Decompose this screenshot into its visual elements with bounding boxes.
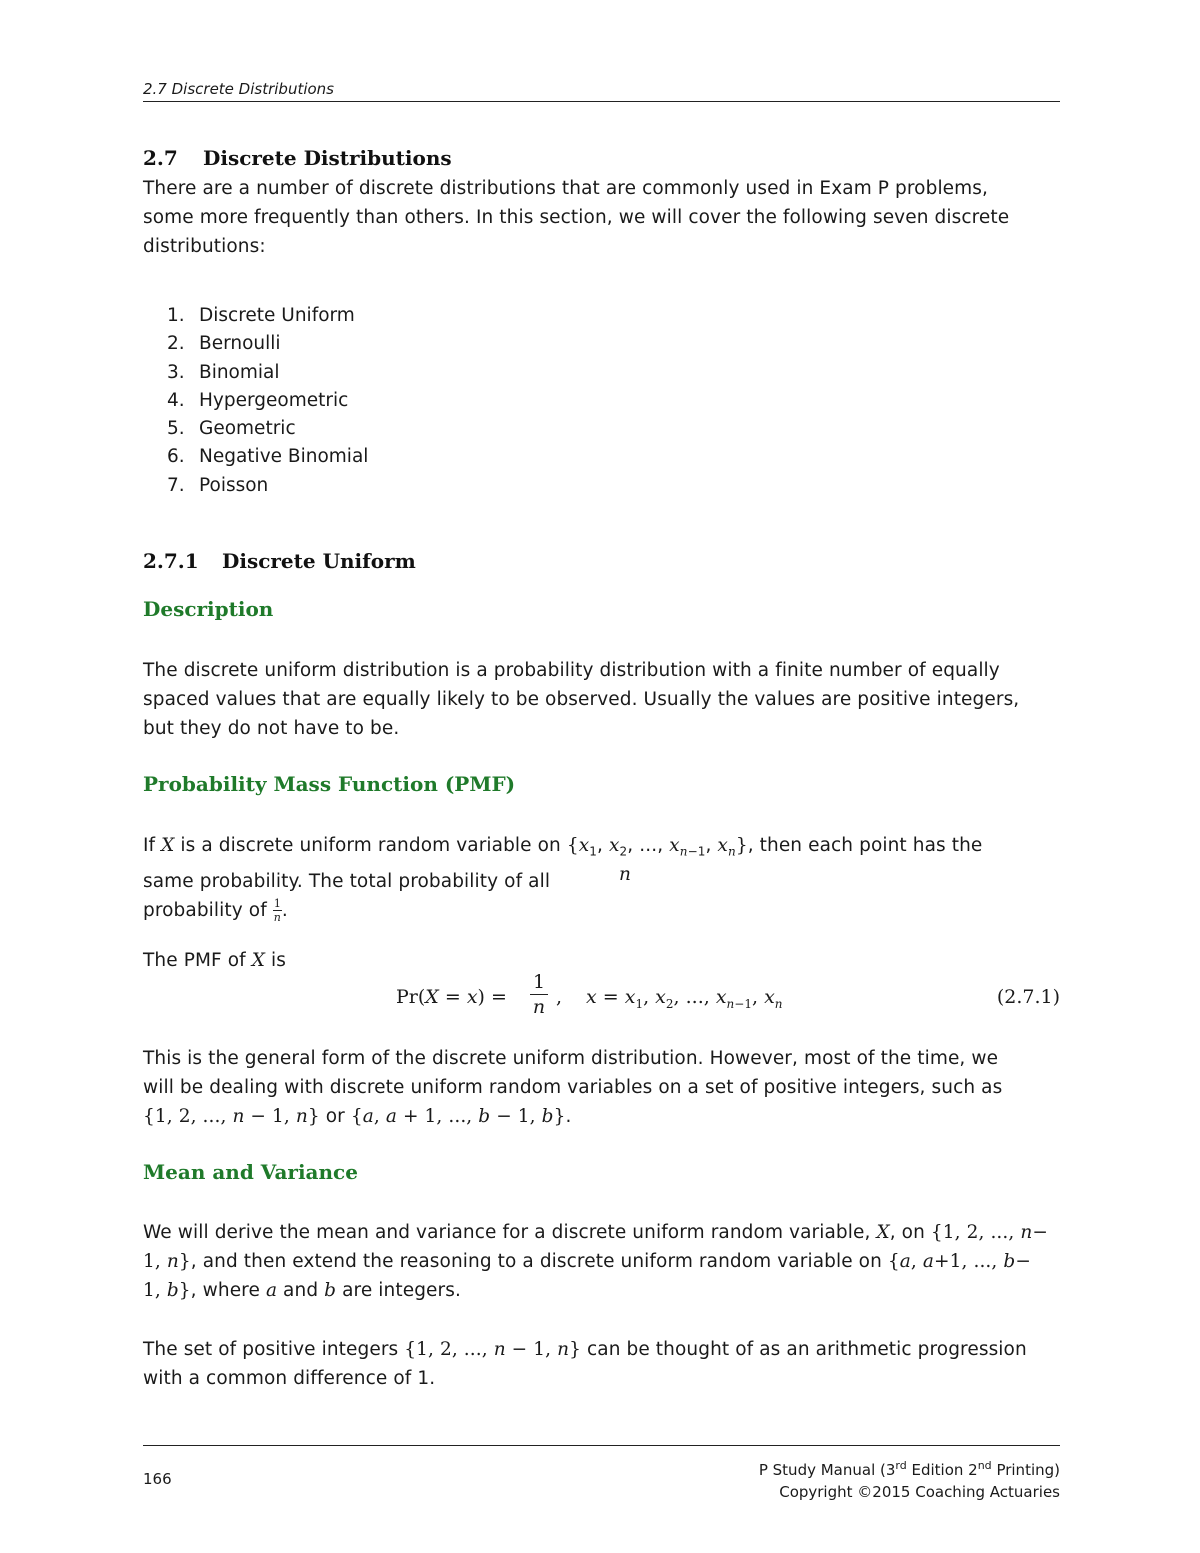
intro-line: distributions:: [143, 236, 266, 257]
description-line: but they do not have to be.: [143, 718, 400, 739]
copyright: Copyright ©2015 Coaching Actuaries: [779, 1483, 1060, 1501]
general-form-line: This is the general form of the discrete uniform distribution. However, most of the time, we: [143, 1048, 999, 1069]
pmf-intro: The PMF of X is: [143, 950, 286, 971]
list-item: [167, 443, 368, 471]
list-item: [167, 472, 368, 500]
pmf-line: If X is a discrete uniform random variable on {$x_1$, $x_2$, ..., $x_{n-1}$, $x_n$}, then each point has the: [143, 835, 983, 859]
list-number: 1.: [167, 305, 185, 326]
section-title-text: Discrete Distributions: [203, 146, 452, 170]
general-form-line: will be dealing with discrete uniform random variables on a set of positive integers, such as: [143, 1077, 1003, 1098]
list-number: 4.: [167, 389, 185, 411]
equation-2-7-1: Pr(X = x) = 1 n , $x = x_1$, $x_2$, ..., $x_{n-1}$, $x_n$ (2.7.1): [396, 971, 1060, 1018]
pmf-paragraph: [143, 831, 1060, 925]
list-item: [167, 330, 368, 358]
list-item: [167, 302, 368, 330]
intro-line: some more frequently than others. In this section, we will cover the following seven discrete: [143, 207, 1010, 228]
pmf-line: same probability. The total probability of all: [143, 870, 551, 892]
list-label: Discrete Uniform: [199, 305, 355, 326]
general-form-paragraph: [143, 1044, 1060, 1131]
section-title: [143, 146, 452, 170]
equation-number: (2.7.1): [996, 986, 1060, 1008]
mean-variance-heading: Mean and Variance: [143, 1160, 358, 1184]
list-number: 2.: [167, 333, 185, 355]
progression-line: with a common difference of 1.: [143, 1368, 436, 1389]
intro-line: There are a number of discrete distributions that are commonly used in Exam P problems,: [143, 178, 989, 199]
mean-variance-paragraph: [143, 1218, 1060, 1305]
list-item: [167, 387, 368, 415]
general-form-line: {1, 2, ..., n − 1, n} or {a, a + 1, ..., b − 1, b}.: [143, 1106, 572, 1127]
footer-rule: [143, 1445, 1060, 1446]
page-number: 166: [143, 1470, 172, 1488]
subsection-title-text: Discrete Uniform: [222, 549, 416, 573]
pmf-line: probability of $\frac{1}{n}$ .: [143, 897, 288, 925]
list-item: [167, 359, 368, 387]
header-rule: [143, 101, 1060, 102]
list-label: Negative Binomial: [199, 446, 369, 468]
intro-paragraph: [143, 174, 1060, 261]
list-label: Geometric: [199, 418, 296, 440]
n-variable: n: [619, 860, 631, 889]
list-number: 3.: [167, 361, 185, 383]
list-item: [167, 415, 368, 443]
list-number: 7.: [167, 474, 185, 496]
section-number: 2.7: [143, 146, 178, 170]
manual-title: P Study Manual (3rd Edition 2nd Printing): [758, 1459, 1060, 1479]
mean-line: 1, n}, and then extend the reasoning to a discrete uniform random variable on {a, a+1, ..., b−: [143, 1251, 1031, 1272]
mean-line: We will derive the mean and variance for a discrete uniform random variable, X, on {1, 2, ..., n−: [143, 1222, 1048, 1243]
fraction: 1 n: [530, 972, 548, 1019]
pmf-heading: Probability Mass Function (PMF): [143, 772, 516, 796]
list-label: Bernoulli: [199, 333, 281, 355]
progression-paragraph: [143, 1335, 1060, 1393]
list-number: 5.: [167, 418, 185, 440]
description-heading: Description: [143, 597, 274, 621]
footer-info: [759, 1455, 1060, 1503]
subsection-number: 2.7.1: [143, 549, 199, 573]
distribution-list: [167, 302, 368, 500]
mean-line: 1, b}, where a and b are integers.: [143, 1280, 461, 1301]
description-paragraph: [143, 656, 1060, 743]
subsection-title: [143, 549, 416, 573]
list-label: Binomial: [199, 361, 280, 383]
list-number: 6.: [167, 446, 185, 468]
running-header: 2.7 Discrete Distributions: [143, 80, 335, 98]
fraction: $\frac{1}{n}$: [273, 897, 281, 925]
list-label: Poisson: [199, 474, 269, 496]
progression-line: The set of positive integers {1, 2, ..., n − 1, n} can be thought of as an arithmetic progression: [143, 1339, 1027, 1360]
description-line: spaced values that are equally likely to be observed. Usually the values are positive integers,: [143, 689, 1020, 710]
list-label: Hypergeometric: [199, 389, 349, 411]
description-line: The discrete uniform distribution is a probability distribution with a finite number of equally: [143, 660, 1000, 681]
